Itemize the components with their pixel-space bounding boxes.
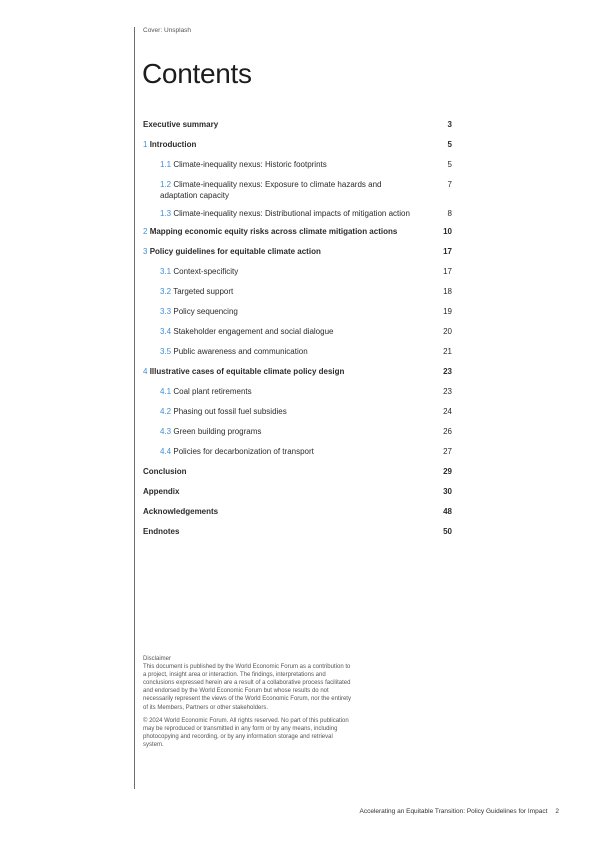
toc-entry[interactable]: [143, 246, 454, 257]
toc-entry[interactable]: [143, 286, 454, 297]
toc-entry[interactable]: [143, 346, 454, 357]
toc-entry-text: Policy guidelines for equitable climate action: [149, 247, 321, 256]
toc-entry-page: 8: [447, 209, 452, 218]
toc-entry-title: [160, 179, 415, 201]
toc-entry-text: Climate-inequality nexus: Distributional impacts of mitigation action: [173, 209, 410, 218]
toc-entry-number: 3.4: [160, 327, 172, 336]
toc-entry[interactable]: [143, 139, 454, 150]
toc-entry-text: Green building programs: [173, 427, 262, 436]
toc-entry-text: Climate-inequality nexus: Historic footprints: [173, 160, 327, 169]
toc-entry-number: 1: [143, 140, 148, 149]
toc-entry-number: 4.2: [160, 407, 172, 416]
toc-entry-page: 20: [443, 327, 452, 336]
toc-entry[interactable]: [143, 506, 454, 517]
toc-entry-number: 4: [143, 367, 148, 376]
toc-entry[interactable]: [143, 266, 454, 277]
toc-entry-text: Mapping economic equity risks across climate mitigation actions: [149, 227, 398, 236]
toc-entry-title: [160, 426, 415, 437]
toc-entry[interactable]: [143, 426, 454, 437]
toc-entry-page: 29: [443, 467, 452, 476]
toc-entry-page: 23: [443, 367, 452, 376]
toc-entry-text: Phasing out fossil fuel subsidies: [173, 407, 287, 416]
toc-entry-number: 2: [143, 227, 148, 236]
toc-entry-text: Policies for decarbonization of transport: [173, 447, 314, 456]
toc-entry-text: Acknowledgements: [143, 507, 219, 516]
footer-doc-title: Accelerating an Equitable Transition: Policy Guidelines for Impact: [359, 808, 548, 815]
cover-credit: Cover: Unsplash: [143, 27, 192, 34]
toc-entry-number: 3.2: [160, 287, 172, 296]
disclaimer-heading: Disclaimer: [143, 656, 172, 662]
toc-entry-number: 3.3: [160, 307, 172, 316]
toc-entry-text: Endnotes: [143, 527, 180, 536]
toc-entry[interactable]: [143, 446, 454, 457]
toc-entry-page: 10: [443, 227, 452, 236]
toc-entry-text: Introduction: [149, 140, 197, 149]
page-title: Contents: [142, 58, 252, 89]
toc-entry-text: Executive summary: [143, 120, 219, 129]
toc-entry[interactable]: [143, 326, 454, 337]
toc-entry-text: Context-specificity: [173, 267, 239, 276]
toc-entry-text: Illustrative cases of equitable climate policy design: [149, 367, 345, 376]
toc-entry-number: 4.4: [160, 447, 172, 456]
toc-entry-page: 17: [443, 267, 452, 276]
disclaimer-body: This document is published by the World Economic Forum as a contribution to a project, insight area or interaction. The findings, interpretations and conclusions expressed herein are a result of a collaborative process facilitated and endorsed by the World Economic Forum but whose results do not necessarily represent the views of the World Economic Forum, nor the entirety of its Members, Partners or other stakeholders.: [143, 664, 351, 711]
toc-entry-title: [160, 446, 415, 457]
footer-page-number: 2: [555, 808, 559, 815]
copyright-notice: © 2024 World Economic Forum. All rights reserved. No part of this publication may be reproduced or transmitted in any form or by any means, including photocopying and recording, or by any information storage and retrieval system.: [143, 717, 349, 748]
toc-entry-page: 48: [443, 507, 452, 516]
toc-entry-text: Appendix: [143, 487, 180, 496]
toc-entry-page: 19: [443, 307, 452, 316]
toc-entry-text: Public awareness and communication: [173, 347, 308, 356]
toc-entry-text: Stakeholder engagement and social dialogue: [173, 327, 334, 336]
margin-rule: [134, 27, 135, 789]
toc-entry[interactable]: [143, 486, 454, 497]
toc-entry-number: 3: [143, 247, 148, 256]
toc-entry[interactable]: [143, 208, 454, 219]
toc-entry-title: [160, 208, 415, 219]
toc-entry-title: [160, 326, 415, 337]
toc-entry-page: 30: [443, 487, 452, 496]
toc-entry-title: [143, 466, 413, 477]
toc-entry-title: [143, 486, 413, 497]
toc-entry[interactable]: [143, 366, 454, 377]
toc-entry-page: 21: [443, 347, 452, 356]
toc-entry-title: [160, 306, 415, 317]
toc-entry-page: 27: [443, 447, 452, 456]
toc-entry-number: 1.3: [160, 209, 172, 218]
toc-entry-title: [160, 159, 415, 170]
toc-entry[interactable]: [143, 386, 454, 397]
toc-entry-title: [143, 526, 413, 537]
toc-entry[interactable]: [143, 466, 454, 477]
toc-entry[interactable]: [143, 406, 454, 417]
toc-entry-text: Conclusion: [143, 467, 187, 476]
toc-entry-title: [143, 506, 413, 517]
toc-entry-page: 5: [447, 140, 452, 149]
toc-entry-page: 23: [443, 387, 452, 396]
toc-entry-number: 4.3: [160, 427, 172, 436]
disclaimer: [143, 655, 353, 749]
toc-entry-page: 7: [447, 180, 452, 189]
toc-entry[interactable]: [143, 226, 454, 237]
toc-entry-title: [143, 119, 413, 130]
toc-entry-page: 18: [443, 287, 452, 296]
toc-entry-number: 3.1: [160, 267, 172, 276]
toc-entry-page: 24: [443, 407, 452, 416]
toc-entry-title: [143, 139, 413, 150]
toc-entry-title: [160, 386, 415, 397]
toc-entry-page: 17: [443, 247, 452, 256]
toc-entry-title: [160, 346, 415, 357]
toc-entry-page: 3: [447, 120, 452, 129]
toc-entry-title: [160, 406, 415, 417]
toc-entry[interactable]: [143, 119, 454, 130]
toc-entry-title: [143, 366, 413, 377]
toc-entry-title: [143, 246, 413, 257]
toc-entry-text: Policy sequencing: [173, 307, 238, 316]
table-of-contents: [143, 119, 454, 537]
toc-entry-page: 50: [443, 527, 452, 536]
toc-entry[interactable]: [143, 159, 454, 170]
toc-entry-text: Coal plant retirements: [173, 387, 252, 396]
page-footer: [360, 808, 560, 815]
toc-entry-title: [160, 286, 415, 297]
toc-entry-text: Targeted support: [173, 287, 234, 296]
toc-entry-number: 1.1: [160, 160, 172, 169]
toc-entry-number: 4.1: [160, 387, 172, 396]
toc-entry[interactable]: [143, 306, 454, 317]
toc-entry-title: [160, 266, 415, 277]
toc-entry-page: 26: [443, 427, 452, 436]
toc-entry-number: 1.2: [160, 180, 172, 189]
toc-entry-page: 5: [447, 160, 452, 169]
toc-entry[interactable]: [143, 526, 454, 537]
toc-entry-title: [143, 226, 413, 237]
toc-entry-number: 3.5: [160, 347, 172, 356]
toc-entry-text: Climate-inequality nexus: Exposure to climate hazards and adaptation capacity: [160, 180, 382, 200]
toc-entry[interactable]: [143, 179, 454, 201]
